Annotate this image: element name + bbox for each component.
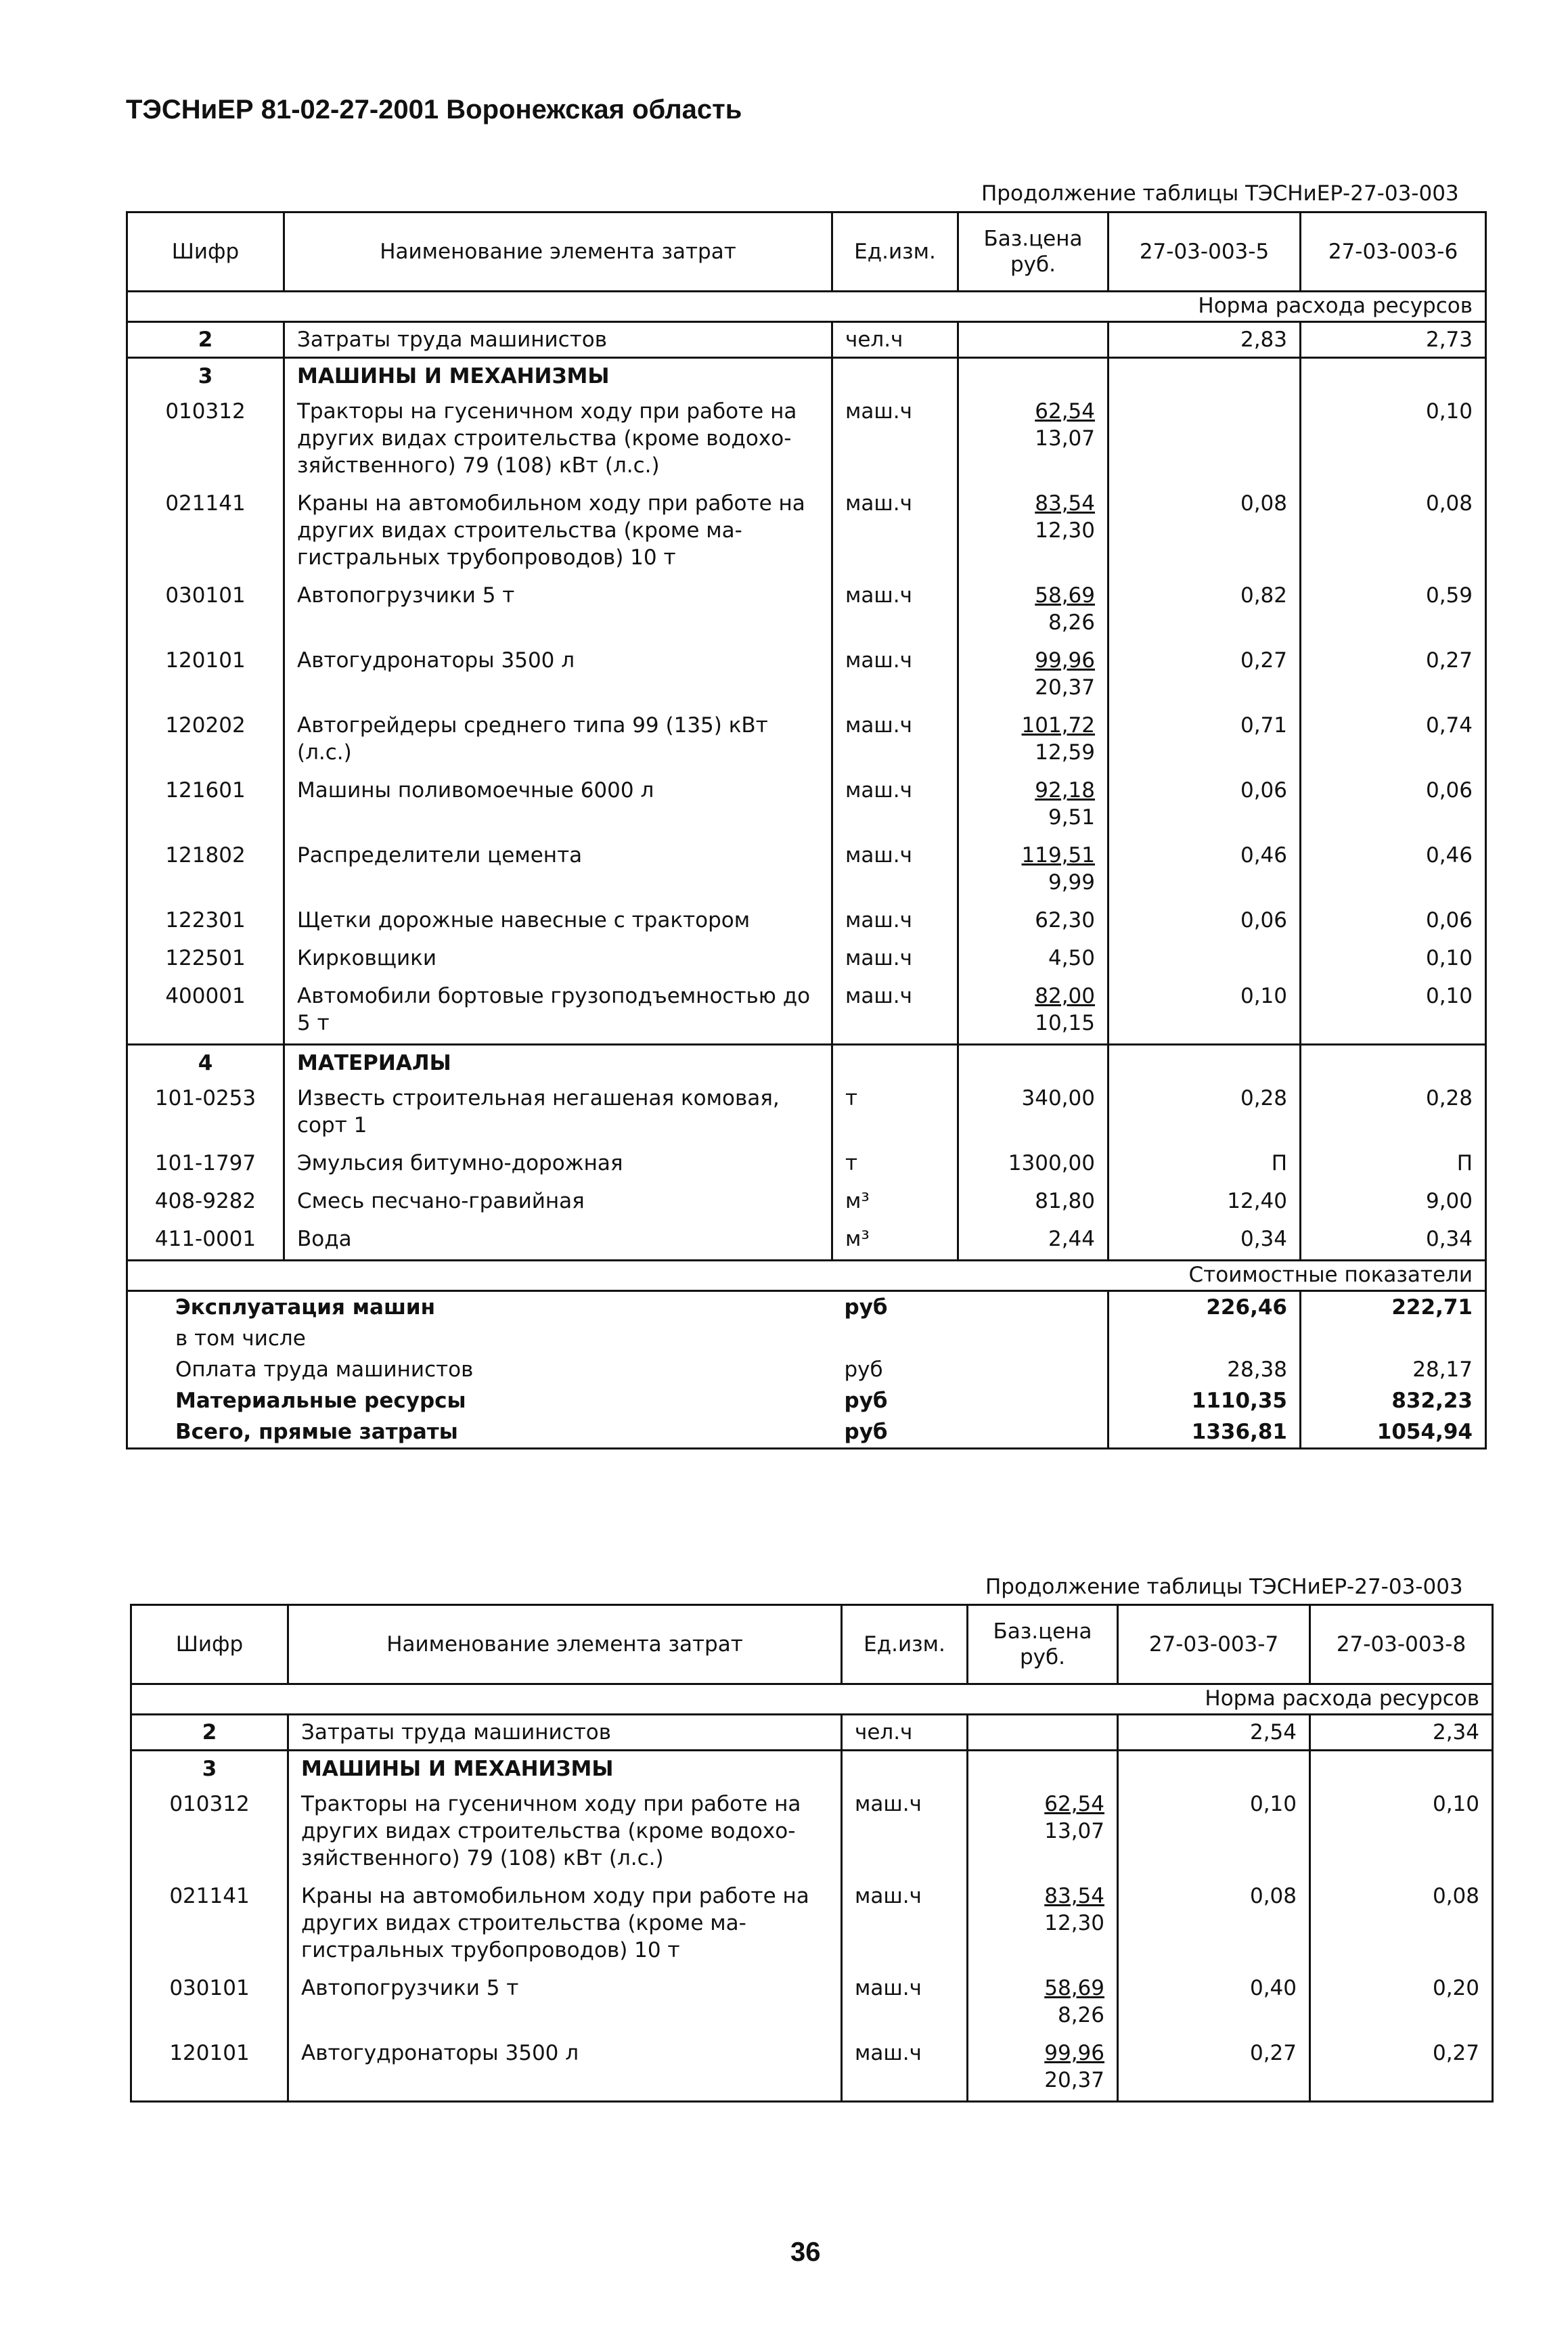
row-name: Автопогрузчики 5 т xyxy=(284,578,832,643)
row-code: 120101 xyxy=(131,2036,288,2102)
row-price xyxy=(958,708,1108,773)
row-unit: маш.ч xyxy=(842,1786,968,1879)
table2 xyxy=(130,1604,1494,2103)
table2-header-row xyxy=(131,1605,1493,1684)
row-value-b: 0,10 xyxy=(1310,1786,1493,1879)
price-total: 99,96 xyxy=(1044,2041,1104,2065)
price-total: 99,96 xyxy=(1035,648,1095,673)
price-labor: 20,37 xyxy=(1035,675,1095,700)
machine-row xyxy=(127,578,1486,643)
machine-row xyxy=(127,903,1486,941)
row-value-b: 0,08 xyxy=(1310,1879,1493,1971)
row-code: 122301 xyxy=(127,903,284,941)
material-row xyxy=(127,1184,1486,1221)
row-code: 122501 xyxy=(127,941,284,979)
row-value-b: 0,74 xyxy=(1301,708,1486,773)
row-price xyxy=(958,1221,1108,1261)
row-name: Распределители цемента xyxy=(284,838,832,903)
col-header-code: Шифр xyxy=(127,212,284,292)
row-value-a: П xyxy=(1108,1146,1301,1184)
price-total: 62,54 xyxy=(1035,399,1095,424)
row-price xyxy=(968,1879,1118,1971)
machine-row xyxy=(131,1971,1493,2036)
price-total: 101,72 xyxy=(1021,713,1095,738)
machine-row xyxy=(131,1879,1493,1971)
total-unit: руб xyxy=(844,1295,888,1320)
row-unit: маш.ч xyxy=(832,773,958,838)
table1-caption: Продолжение таблицы ТЭСНиЕР-27-03-003 xyxy=(981,181,1459,206)
total-row xyxy=(127,1385,1486,1416)
row-unit: т xyxy=(832,1081,958,1146)
row-name: Автогрейдеры среднего типа 99 (135) кВт (л.с.) xyxy=(284,708,832,773)
row-value-a: 0,34 xyxy=(1108,1221,1301,1261)
col-header-price: Баз.цена руб. xyxy=(968,1605,1118,1684)
price-labor: 9,51 xyxy=(1048,805,1095,830)
row-price xyxy=(958,1081,1108,1146)
row-name: Краны на автомобильном ходу при работе на других видах строительства (кроме ма-гистральных трубопроводов) 10 т xyxy=(284,486,832,578)
total-value-a: 1110,35 xyxy=(1108,1385,1301,1416)
machine-row xyxy=(131,1786,1493,1879)
total-label: Оплата труда машинистов xyxy=(127,1354,832,1385)
labor-name: Затраты труда машинистов xyxy=(284,322,832,358)
price-labor: 10,15 xyxy=(1035,1011,1095,1035)
total-value-b: 1054,94 xyxy=(1301,1416,1486,1449)
price-total: 58,69 xyxy=(1035,583,1095,608)
empty-cell xyxy=(958,1045,1108,1081)
row-value-a: 0,06 xyxy=(1108,903,1301,941)
total-blank xyxy=(958,1354,1108,1385)
row-name: Тракторы на гусеничном ходу при работе на других видах строительства (кроме водохо-зяйственного) 79 (108) кВт (л.с.) xyxy=(288,1786,842,1879)
price-labor: 9,99 xyxy=(1048,870,1095,895)
total-label: в том числе xyxy=(127,1323,832,1354)
row-value-a: 0,27 xyxy=(1118,2036,1310,2102)
row-price xyxy=(958,838,1108,903)
row-value-b: 0,28 xyxy=(1301,1081,1486,1146)
row-value-a: 0,46 xyxy=(1108,838,1301,903)
row-value-a xyxy=(1108,941,1301,979)
col-header-name: Наименование элемента затрат xyxy=(284,212,832,292)
section-title: МАТЕРИАЛЫ xyxy=(284,1045,832,1081)
row-price xyxy=(958,394,1108,486)
price-total: 62,30 xyxy=(1035,908,1095,932)
row-unit: м³ xyxy=(832,1184,958,1221)
row-value-a: 0,27 xyxy=(1108,643,1301,708)
total-value-a: 1336,81 xyxy=(1108,1416,1301,1449)
total-blank xyxy=(958,1416,1108,1449)
cost-header: Стоимостные показатели xyxy=(127,1261,1486,1291)
row-code: 030101 xyxy=(131,1971,288,2036)
empty-cell xyxy=(832,1045,958,1081)
price-labor: 13,07 xyxy=(1044,1819,1104,1843)
row-price xyxy=(968,1971,1118,2036)
cost-header-row xyxy=(127,1261,1486,1291)
row-value-b: 0,06 xyxy=(1301,903,1486,941)
total-row xyxy=(127,1323,1486,1354)
total-blank xyxy=(958,1291,1108,1324)
row-price xyxy=(958,1184,1108,1221)
col-header-price: Баз.цена руб. xyxy=(958,212,1108,292)
row-code: 411-0001 xyxy=(127,1221,284,1261)
total-value-a: 28,38 xyxy=(1108,1354,1301,1385)
section-code: 3 xyxy=(131,1751,288,1787)
document-title: ТЭСНиЕР 81-02-27-2001 Воронежская область xyxy=(126,95,742,125)
machine-row xyxy=(127,941,1486,979)
row-code: 030101 xyxy=(127,578,284,643)
row-value-b: 0,10 xyxy=(1301,394,1486,486)
row-name: Эмульсия битумно-дорожная xyxy=(284,1146,832,1184)
total-value-b: 222,71 xyxy=(1301,1291,1486,1324)
col-header-norm-a: 27-03-003-7 xyxy=(1118,1605,1310,1684)
total-label: Всего, прямые затраты xyxy=(127,1416,832,1449)
labor-unit: чел.ч xyxy=(842,1715,968,1751)
price-labor: 8,26 xyxy=(1057,2003,1104,2027)
price-total: 82,00 xyxy=(1035,984,1095,1008)
row-name: Известь строительная негашеная комовая, сорт 1 xyxy=(284,1081,832,1146)
total-unit: руб xyxy=(844,1389,888,1413)
table1 xyxy=(126,211,1487,1449)
row-unit: м³ xyxy=(832,1221,958,1261)
total-row xyxy=(127,1291,1486,1324)
empty-cell xyxy=(1108,1045,1301,1081)
row-code: 120202 xyxy=(127,708,284,773)
labor-row xyxy=(131,1715,1493,1751)
price-total: 83,54 xyxy=(1035,491,1095,516)
total-value-a xyxy=(1108,1323,1301,1354)
row-unit: маш.ч xyxy=(832,578,958,643)
row-value-b: П xyxy=(1301,1146,1486,1184)
row-value-a: 0,71 xyxy=(1108,708,1301,773)
row-unit: маш.ч xyxy=(842,2036,968,2102)
col-header-norm-a: 27-03-003-5 xyxy=(1108,212,1301,292)
machine-row xyxy=(127,838,1486,903)
labor-row xyxy=(127,322,1486,358)
total-unit: руб xyxy=(844,1357,883,1382)
row-value-a: 0,40 xyxy=(1118,1971,1310,2036)
price-labor: 20,37 xyxy=(1044,2068,1104,2092)
row-code: 010312 xyxy=(127,394,284,486)
machine-row xyxy=(131,2036,1493,2102)
col-header-name: Наименование элемента затрат xyxy=(288,1605,842,1684)
total-unit xyxy=(832,1323,958,1354)
machine-row xyxy=(127,773,1486,838)
row-value-a: 12,40 xyxy=(1108,1184,1301,1221)
labor-code: 2 xyxy=(127,322,284,358)
norm-header-row xyxy=(131,1684,1493,1715)
row-name: Щетки дорожные навесные с трактором xyxy=(284,903,832,941)
row-name: Кирковщики xyxy=(284,941,832,979)
price-total: 58,69 xyxy=(1044,1976,1104,2000)
row-price xyxy=(958,941,1108,979)
row-value-b: 9,00 xyxy=(1301,1184,1486,1221)
row-code: 021141 xyxy=(127,486,284,578)
labor-name: Затраты труда машинистов xyxy=(288,1715,842,1751)
row-code: 010312 xyxy=(131,1786,288,1879)
price-total: 92,18 xyxy=(1035,778,1095,803)
row-price xyxy=(958,578,1108,643)
norm-header: Норма расхода ресурсов xyxy=(127,292,1486,322)
col-header-code: Шифр xyxy=(131,1605,288,1684)
col-header-unit: Ед.изм. xyxy=(842,1605,968,1684)
col-header-norm-b: 27-03-003-6 xyxy=(1301,212,1486,292)
row-code: 101-1797 xyxy=(127,1146,284,1184)
row-value-a: 0,08 xyxy=(1118,1879,1310,1971)
machine-row xyxy=(127,486,1486,578)
table1-header-row xyxy=(127,212,1486,292)
labor-value-a: 2,83 xyxy=(1108,322,1301,358)
row-unit: маш.ч xyxy=(842,1971,968,2036)
labor-price xyxy=(968,1715,1118,1751)
row-price xyxy=(958,903,1108,941)
machine-row xyxy=(127,643,1486,708)
material-row xyxy=(127,1146,1486,1184)
machine-row xyxy=(127,979,1486,1045)
materials-section-row xyxy=(127,1045,1486,1081)
row-unit: маш.ч xyxy=(842,1879,968,1971)
col-header-unit: Ед.изм. xyxy=(832,212,958,292)
price-labor: 12,59 xyxy=(1035,740,1095,765)
labor-value-b: 2,34 xyxy=(1310,1715,1493,1751)
table2-caption: Продолжение таблицы ТЭСНиЕР-27-03-003 xyxy=(985,1575,1463,1599)
row-value-b: 0,34 xyxy=(1301,1221,1486,1261)
norm-header: Норма расхода ресурсов xyxy=(131,1684,1493,1715)
row-code: 101-0253 xyxy=(127,1081,284,1146)
price-total: 1300,00 xyxy=(1008,1151,1095,1175)
price-total: 119,51 xyxy=(1021,843,1095,868)
machines-section-row xyxy=(131,1751,1493,1787)
row-price xyxy=(968,2036,1118,2102)
row-name: Автомобили бортовые грузоподъемностью до 5 т xyxy=(284,979,832,1045)
row-price xyxy=(968,1786,1118,1879)
price-total: 81,80 xyxy=(1035,1189,1095,1213)
row-value-b: 0,27 xyxy=(1301,643,1486,708)
row-unit: маш.ч xyxy=(832,903,958,941)
section-code: 3 xyxy=(127,358,284,395)
material-row xyxy=(127,1081,1486,1146)
total-label: Материальные ресурсы xyxy=(127,1385,832,1416)
section-title: МАШИНЫ И МЕХАНИЗМЫ xyxy=(284,358,832,395)
row-unit: т xyxy=(832,1146,958,1184)
row-price xyxy=(958,486,1108,578)
row-unit: маш.ч xyxy=(832,708,958,773)
row-value-b: 0,10 xyxy=(1301,941,1486,979)
norm-header-row xyxy=(127,292,1486,322)
row-value-b: 0,46 xyxy=(1301,838,1486,903)
row-code: 400001 xyxy=(127,979,284,1045)
section-title: МАШИНЫ И МЕХАНИЗМЫ xyxy=(288,1751,842,1787)
price-labor: 12,30 xyxy=(1035,518,1095,543)
total-label: Эксплуатация машин xyxy=(127,1291,832,1324)
row-value-b: 0,10 xyxy=(1301,979,1486,1045)
row-value-b: 0,06 xyxy=(1301,773,1486,838)
row-name: Вода xyxy=(284,1221,832,1261)
total-value-b: 832,23 xyxy=(1301,1385,1486,1416)
row-name: Автопогрузчики 5 т xyxy=(288,1971,842,2036)
row-unit: маш.ч xyxy=(832,941,958,979)
row-unit: маш.ч xyxy=(832,838,958,903)
total-value-a: 226,46 xyxy=(1108,1291,1301,1324)
row-unit: маш.ч xyxy=(832,486,958,578)
row-value-a xyxy=(1108,394,1301,486)
row-value-a: 0,10 xyxy=(1118,1786,1310,1879)
price-total: 62,54 xyxy=(1044,1792,1104,1816)
labor-code: 2 xyxy=(131,1715,288,1751)
total-blank xyxy=(958,1323,1108,1354)
page-number: 36 xyxy=(790,2237,821,2267)
machine-row xyxy=(127,708,1486,773)
row-name: Автогудронаторы 3500 л xyxy=(284,643,832,708)
total-blank xyxy=(958,1385,1108,1416)
price-total: 2,44 xyxy=(1048,1227,1095,1251)
price-total: 340,00 xyxy=(1021,1086,1095,1110)
row-price xyxy=(958,773,1108,838)
row-code: 408-9282 xyxy=(127,1184,284,1221)
empty-cell xyxy=(1301,1045,1486,1081)
price-total: 4,50 xyxy=(1048,946,1095,970)
total-value-b: 28,17 xyxy=(1301,1354,1486,1385)
row-code: 021141 xyxy=(131,1879,288,1971)
row-name: Тракторы на гусеничном ходу при работе на других видах строительства (кроме водохо-зяйственного) 79 (108) кВт (л.с.) xyxy=(284,394,832,486)
row-value-a: 0,06 xyxy=(1108,773,1301,838)
row-value-b: 0,59 xyxy=(1301,578,1486,643)
row-value-b: 0,20 xyxy=(1310,1971,1493,2036)
row-value-b: 0,27 xyxy=(1310,2036,1493,2102)
row-value-a: 0,10 xyxy=(1108,979,1301,1045)
price-total: 83,54 xyxy=(1044,1884,1104,1908)
row-name: Автогудронаторы 3500 л xyxy=(288,2036,842,2102)
row-unit: маш.ч xyxy=(832,979,958,1045)
machines-section-row xyxy=(127,358,1486,395)
labor-value-a: 2,54 xyxy=(1118,1715,1310,1751)
row-price xyxy=(958,643,1108,708)
labor-value-b: 2,73 xyxy=(1301,322,1486,358)
total-row xyxy=(127,1354,1486,1385)
machine-row xyxy=(127,394,1486,486)
row-price xyxy=(958,979,1108,1045)
row-code: 121802 xyxy=(127,838,284,903)
row-name: Смесь песчано-гравийная xyxy=(284,1184,832,1221)
row-value-a: 0,82 xyxy=(1108,578,1301,643)
labor-unit: чел.ч xyxy=(832,322,958,358)
price-labor: 13,07 xyxy=(1035,426,1095,451)
col-header-norm-b: 27-03-003-8 xyxy=(1310,1605,1493,1684)
row-unit: маш.ч xyxy=(832,643,958,708)
row-price xyxy=(958,1146,1108,1184)
row-code: 120101 xyxy=(127,643,284,708)
total-unit: руб xyxy=(832,1416,958,1449)
total-value-b xyxy=(1301,1323,1486,1354)
row-value-a: 0,28 xyxy=(1108,1081,1301,1146)
section-code: 4 xyxy=(127,1045,284,1081)
total-row xyxy=(127,1416,1486,1449)
row-value-a: 0,08 xyxy=(1108,486,1301,578)
labor-price xyxy=(958,322,1108,358)
row-name: Машины поливомоечные 6000 л xyxy=(284,773,832,838)
material-row xyxy=(127,1221,1486,1261)
price-labor: 8,26 xyxy=(1048,610,1095,635)
row-value-b: 0,08 xyxy=(1301,486,1486,578)
row-name: Краны на автомобильном ходу при работе на других видах строительства (кроме ма-гистральных трубопроводов) 10 т xyxy=(288,1879,842,1971)
row-unit: маш.ч xyxy=(832,394,958,486)
row-code: 121601 xyxy=(127,773,284,838)
price-labor: 12,30 xyxy=(1044,1911,1104,1935)
